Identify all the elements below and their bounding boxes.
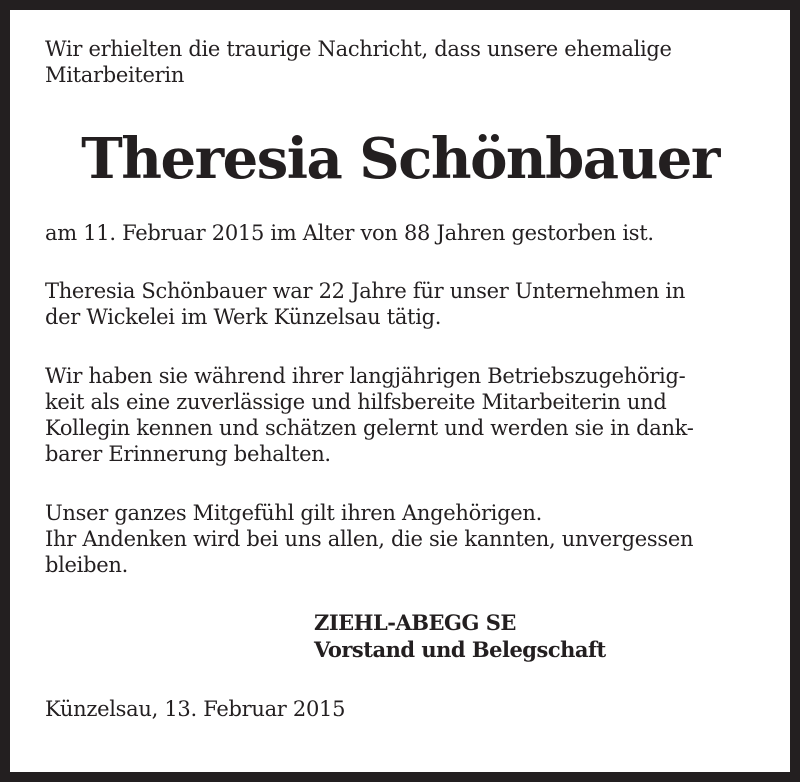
deceased-name: Theresia Schönbauer: [81, 126, 719, 192]
intro-line: Wir erhielten die traurige Nachricht, dass unsere ehemalige: [45, 37, 672, 61]
paragraph-line: barer Erinnerung behalten.: [45, 442, 331, 466]
paragraph-line: Wir haben sie während ihrer langjährigen Betriebszugehörig-: [45, 364, 686, 388]
paragraph-line: keit als eine zuverlässige und hilfsbereite Mitarbeiterin und: [45, 390, 667, 414]
place-date: Künzelsau, 13. Februar 2015: [45, 697, 346, 721]
paragraph-line: der Wickelei im Werk Künzelsau tätig.: [45, 305, 442, 329]
obituary-notice: [10, 10, 790, 772]
death-statement: am 11. Februar 2015 im Alter von 88 Jahren gestorben ist.: [45, 221, 654, 245]
paragraph-line: Kollegin kennen und schätzen gelernt und werden sie in dank-: [45, 416, 694, 440]
intro-line: Mitarbeiterin: [45, 63, 185, 87]
paragraph-line: bleiben.: [45, 553, 128, 577]
signature-group: Vorstand und Belegschaft: [314, 637, 606, 662]
paragraph-line: Ihr Andenken wird bei uns allen, die sie kannten, unvergessen: [45, 527, 694, 551]
paragraph-line: Unser ganzes Mitgefühl gilt ihren Angehörigen.: [45, 501, 542, 525]
paragraph-line: Theresia Schönbauer war 22 Jahre für unser Unternehmen in: [45, 279, 686, 303]
signature-company: ZIEHL-ABEGG SE: [314, 610, 516, 635]
